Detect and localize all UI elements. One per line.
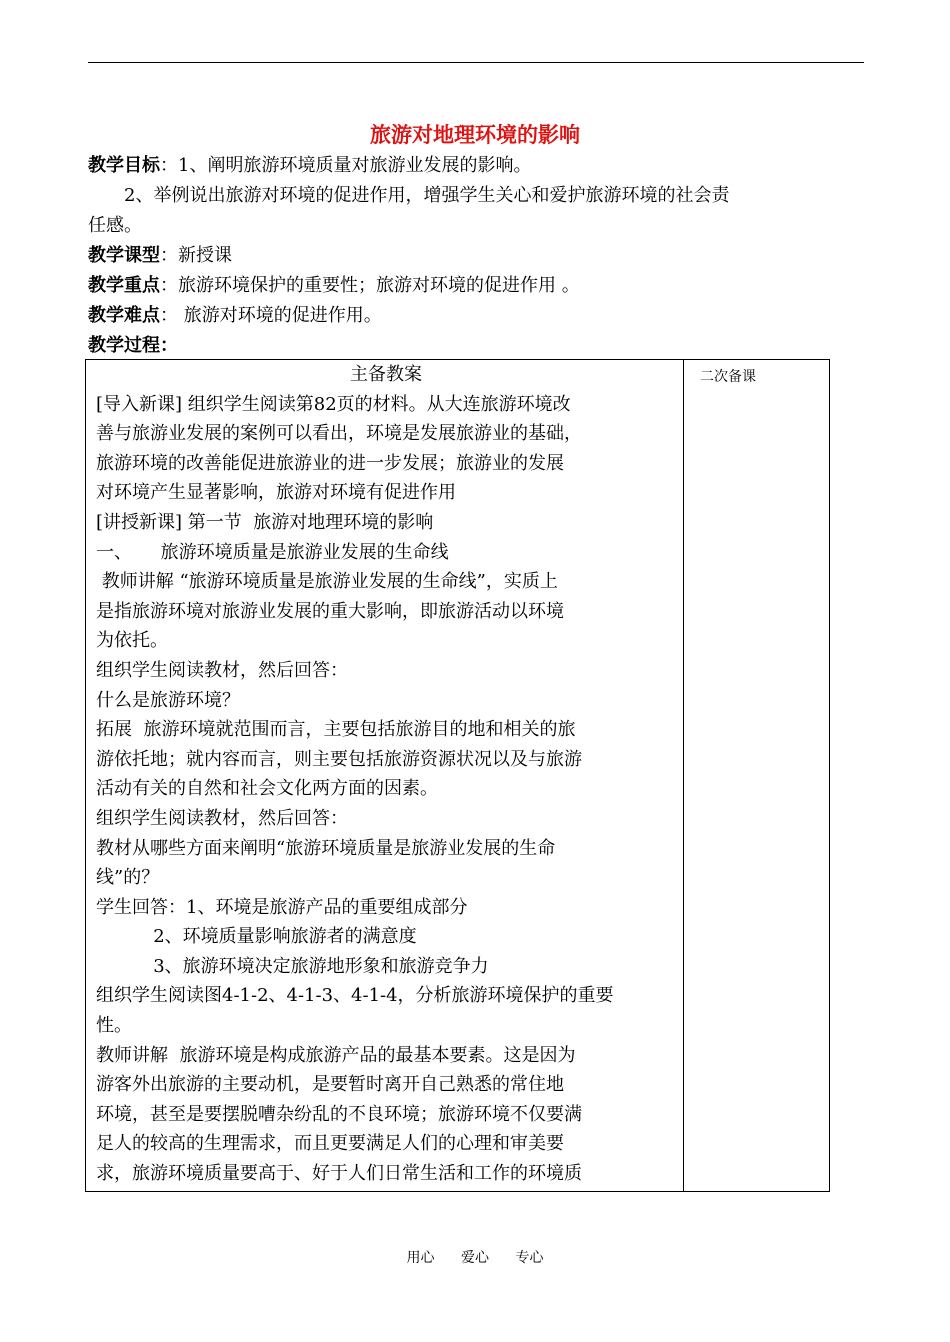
- plan-line: 游客外出旅游的主要动机，是要暂时离开自己熟悉的常住地: [96, 1074, 564, 1096]
- plan-line: 性。: [96, 1015, 132, 1037]
- plan-line: 组织学生阅读教材，然后回答：: [96, 659, 348, 681]
- plan-line: 学生回答：1、环境是旅游产品的重要组成部分: [96, 896, 468, 918]
- plan-line: 拓展 旅游环境就范围而言，主要包括旅游目的地和相关的旅: [96, 719, 576, 741]
- goal-label: 教学目标: [88, 155, 160, 176]
- plan-line: 旅游环境的改善能促进旅游业的进一步发展；旅游业的发展: [96, 452, 564, 474]
- plan-line: 线”的？: [96, 867, 160, 889]
- process-label: 教学过程：: [88, 335, 178, 356]
- plan-line: 组织学生阅读教材，然后回答：: [96, 807, 348, 829]
- plan-line: 2、环境质量影响旅游者的满意度: [96, 926, 417, 948]
- difficult-value: ： 旅游对环境的促进作用。: [160, 305, 382, 326]
- plan-line: 对环境产生显著影响，旅游对环境有促进作用: [96, 482, 456, 504]
- plan-line: [讲授新课] 第一节 旅游对地理环境的影响: [96, 511, 434, 533]
- key-value: ：旅游环境保护的重要性；旅游对环境的促进作用 。: [160, 275, 580, 296]
- column-divider: [683, 360, 684, 1191]
- main-plan-header: 主备教案: [350, 364, 422, 385]
- plan-line: 游依托地；就内容而言，则主要包括旅游资源状况以及与旅游: [96, 748, 582, 770]
- plan-line: 教师讲解 “旅游环境质量是旅游业发展的生命线”，实质上: [96, 571, 558, 593]
- key-label: 教学重点: [88, 275, 160, 296]
- plan-line: 活动有关的自然和社会文化两方面的因素。: [96, 778, 438, 800]
- footer-motto: 用心 爱心 专心: [406, 1250, 544, 1266]
- goal-line-2: 2、举例说出旅游对环境的促进作用，增强学生关心和爱护旅游环境的社会责: [88, 185, 730, 206]
- plan-line: 环境，甚至是要摆脱嘈杂纷乱的不良环境；旅游环境不仅要满: [96, 1103, 582, 1125]
- document-title: 旅游对地理环境的影响: [370, 122, 580, 147]
- plan-line: 足人的较高的生理需求，而且更要满足人们的心理和审美要: [96, 1133, 564, 1155]
- difficult-label: 教学难点: [88, 305, 160, 326]
- plan-line: 善与旅游业发展的案例可以看出，环境是发展旅游业的基础，: [96, 423, 582, 445]
- goal-line-1: [88, 151, 868, 181]
- second-plan-header: 二次备课: [700, 369, 756, 385]
- plan-line: 教师讲解 旅游环境是构成旅游产品的最基本要素。这是因为: [96, 1044, 576, 1066]
- plan-line: 求，旅游环境质量要高于、好于人们日常生活和工作的环境质: [96, 1163, 582, 1185]
- type-label: 教学课型: [88, 245, 160, 266]
- plan-line: [导入新课] 组织学生阅读第82页的材料。从大连旅游环境改: [96, 393, 571, 415]
- plan-line: 什么是旅游环境？: [96, 689, 240, 711]
- plan-line: 为依托。: [96, 630, 168, 652]
- type-value: ：新授课: [160, 245, 232, 266]
- key-points: [88, 271, 868, 301]
- plan-lines: [96, 390, 676, 1189]
- goal-text-1: ：1、阐明旅游环境质量对旅游业发展的影响。: [160, 155, 532, 176]
- main-plan-column: [96, 360, 676, 1189]
- plan-line: 是指旅游环境对旅游业发展的重大影响，即旅游活动以环境: [96, 600, 564, 622]
- process-heading: [88, 331, 868, 361]
- lesson-type: [88, 241, 868, 271]
- difficult-points: [88, 301, 868, 331]
- lesson-plan-table: [85, 359, 830, 1192]
- goal-line-3: 任感。: [88, 215, 142, 236]
- header-rule: [88, 62, 864, 63]
- plan-line: 组织学生阅读图4-1-2、4-1-3、4-1-4，分析旅游环境保护的重要: [96, 985, 614, 1007]
- plan-line: 教材从哪些方面来阐明“旅游环境质量是旅游业发展的生命: [96, 837, 556, 859]
- plan-line: 一、 旅游环境质量是旅游业发展的生命线: [96, 541, 449, 563]
- plan-line: 3、旅游环境决定旅游地形象和旅游竞争力: [96, 955, 489, 977]
